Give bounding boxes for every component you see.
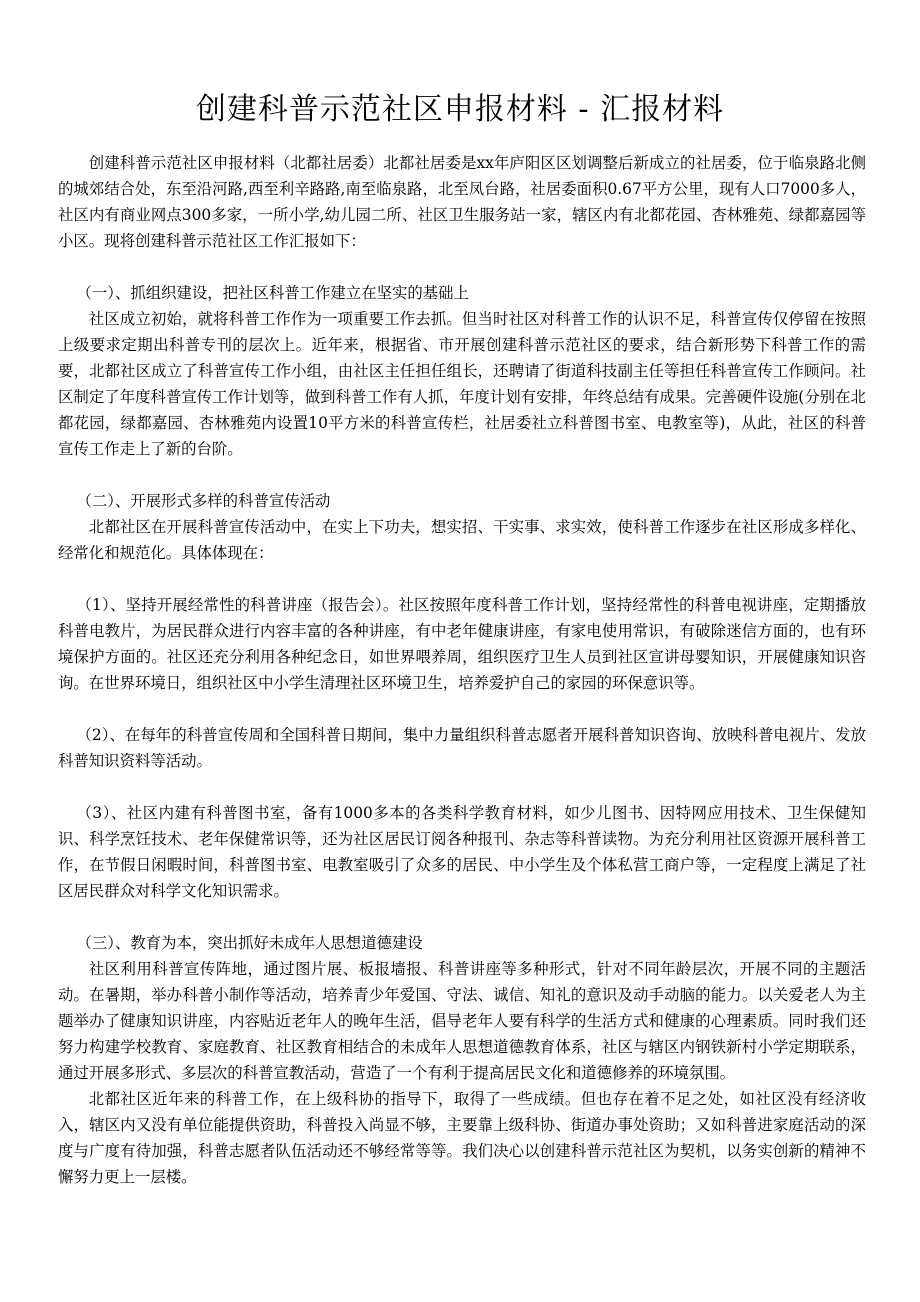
section-heading-2: （二）、开展形式多样的科普宣传活动 xyxy=(76,492,331,510)
paragraph-gap xyxy=(58,696,866,722)
paragraph-gap xyxy=(58,254,866,280)
paragraph-gap xyxy=(58,462,866,488)
item-3-paragraph: （3）、社区内建有科普图书室，备有1000多本的各类科学教育材料，如少儿图书、因特网应用技术、卫生保健知识、科学烹饪技术、老年保健常识等，还为社区居民订阅各种报刊、杂志等科普读物。为充分利用社区资源开展科普工作，在节假日闲暇时间，科普图书室、电教室吸引了众多的居民、中小学生及个体私营工商户等，一定程度上满足了社区居民群众对科学文化知识需求。 xyxy=(58,804,866,900)
section-heading-1: （一）、抓组织建设，把社区科普工作建立在坚实的基础上 xyxy=(76,284,469,302)
intro-paragraph: 创建科普示范社区申报材料（北都社居委）北都社居委是xx年庐阳区区划调整后新成立的社居委，位于临泉路北侧的城郊结合处，东至沿河路,西至利辛路路,南至临泉路，北至凤台路，社居委面积0.67平方公里，现有人口7000多人，社区内有商业网点300多家，一所小学,幼儿园二所、社区卫生服务站一家，辖区内有北都花园、杏林雅苑、绿都嘉园等小区。现将创建科普示范社区工作汇报如下： xyxy=(58,154,866,250)
paragraph-gap xyxy=(58,566,866,592)
document-title: 创建科普示范社区申报材料 - 汇报材料 xyxy=(195,92,725,127)
paragraph-gap xyxy=(58,774,866,800)
section-heading-3: （三）、教育为本，突出抓好未成年人思想道德建设 xyxy=(76,934,423,952)
conclusion-paragraph: 北都社区近年来的科普工作，在上级科协的指导下，取得了一些成绩。但也存在着不足之处，如社区没有经济收入，辖区内又没有单位能提供资助，科普投入尚显不够，主要靠上级科协、街道办事处资助；又如科普进家庭活动的深度与广度有待加强，科普志愿者队伍活动还不够经常等等。我们决心以创建科普示范社区为契机，以务实创新的精神不懈努力更上一层楼。 xyxy=(58,1090,866,1186)
document-body xyxy=(58,150,866,1190)
item-2-paragraph: （2）、在每年的科普宣传周和全国科普日期间，集中力量组织科普志愿者开展科普知识咨询、放映科普电视片、发放科普知识资料等活动。 xyxy=(58,726,866,770)
section-1-paragraph: 社区成立初始，就将科普工作作为一项重要工作去抓。但当时社区对科普工作的认识不足，科普宣传仅停留在按照上级要求定期出科普专刊的层次上。近年来，根据省、市开展创建科普示范社区的要求，结合新形势下科普工作的需要，北都社区成立了科普宣传工作小组，由社区主任担任组长，还聘请了街道科技副主任等担任科普宣传工作顾问。社区制定了年度科普宣传工作计划等，做到科普工作有人抓，年度计划有安排，年终总结有成果。完善硬件设施(分别在北都花园，绿都嘉园、杏林雅苑内设置10平方米的科普宣传栏，社居委社立科普图书室、电教室等)，从此，社区的科普宣传工作走上了新的台阶。 xyxy=(58,310,866,458)
item-1-paragraph: （1）、坚持开展经常性的科普讲座（报告会）。社区按照年度科普工作计划，坚持经常性的科普电视讲座，定期播放科普电教片，为居民群众进行内容丰富的各种讲座，有中老年健康讲座，有家电使用常识，有破除迷信方面的，也有环境保护方面的。社区还充分利用各种纪念日，如世界喂养周，组织医疗卫生人员到社区宣讲母婴知识，开展健康知识咨询。在世界环境日，组织社区中小学生清理社区环境卫生，培养爱护自己的家园的环保意识等。 xyxy=(58,596,866,692)
section-3-paragraph: 社区利用科普宣传阵地，通过图片展、板报墙报、科普讲座等多种形式，针对不同年龄层次，开展不同的主题活动。在暑期，举办科普小制作等活动，培养青少年爱国、守法、诚信、知礼的意识及动手动脑的能力。以关爱老人为主题举办了健康知识讲座，内容贴近老年人的晚年生活，倡导老年人要有科学的生活方式和健康的心理素质。同时我们还努力构建学校教育、家庭教育、社区教育相结合的未成年人思想道德教育体系，社区与辖区内钢铁新村小学定期联系，通过开展多形式、多层次的科普宣教活动，营造了一个有利于提高居民文化和道德修养的环境氛围。 xyxy=(58,960,866,1082)
paragraph-gap xyxy=(58,904,866,930)
section-2-paragraph: 北都社区在开展科普宣传活动中，在实上下功夫，想实招、干实事、求实效，使科普工作逐步在社区形成多样化、经常化和规范化。具体体现在： xyxy=(58,518,866,562)
